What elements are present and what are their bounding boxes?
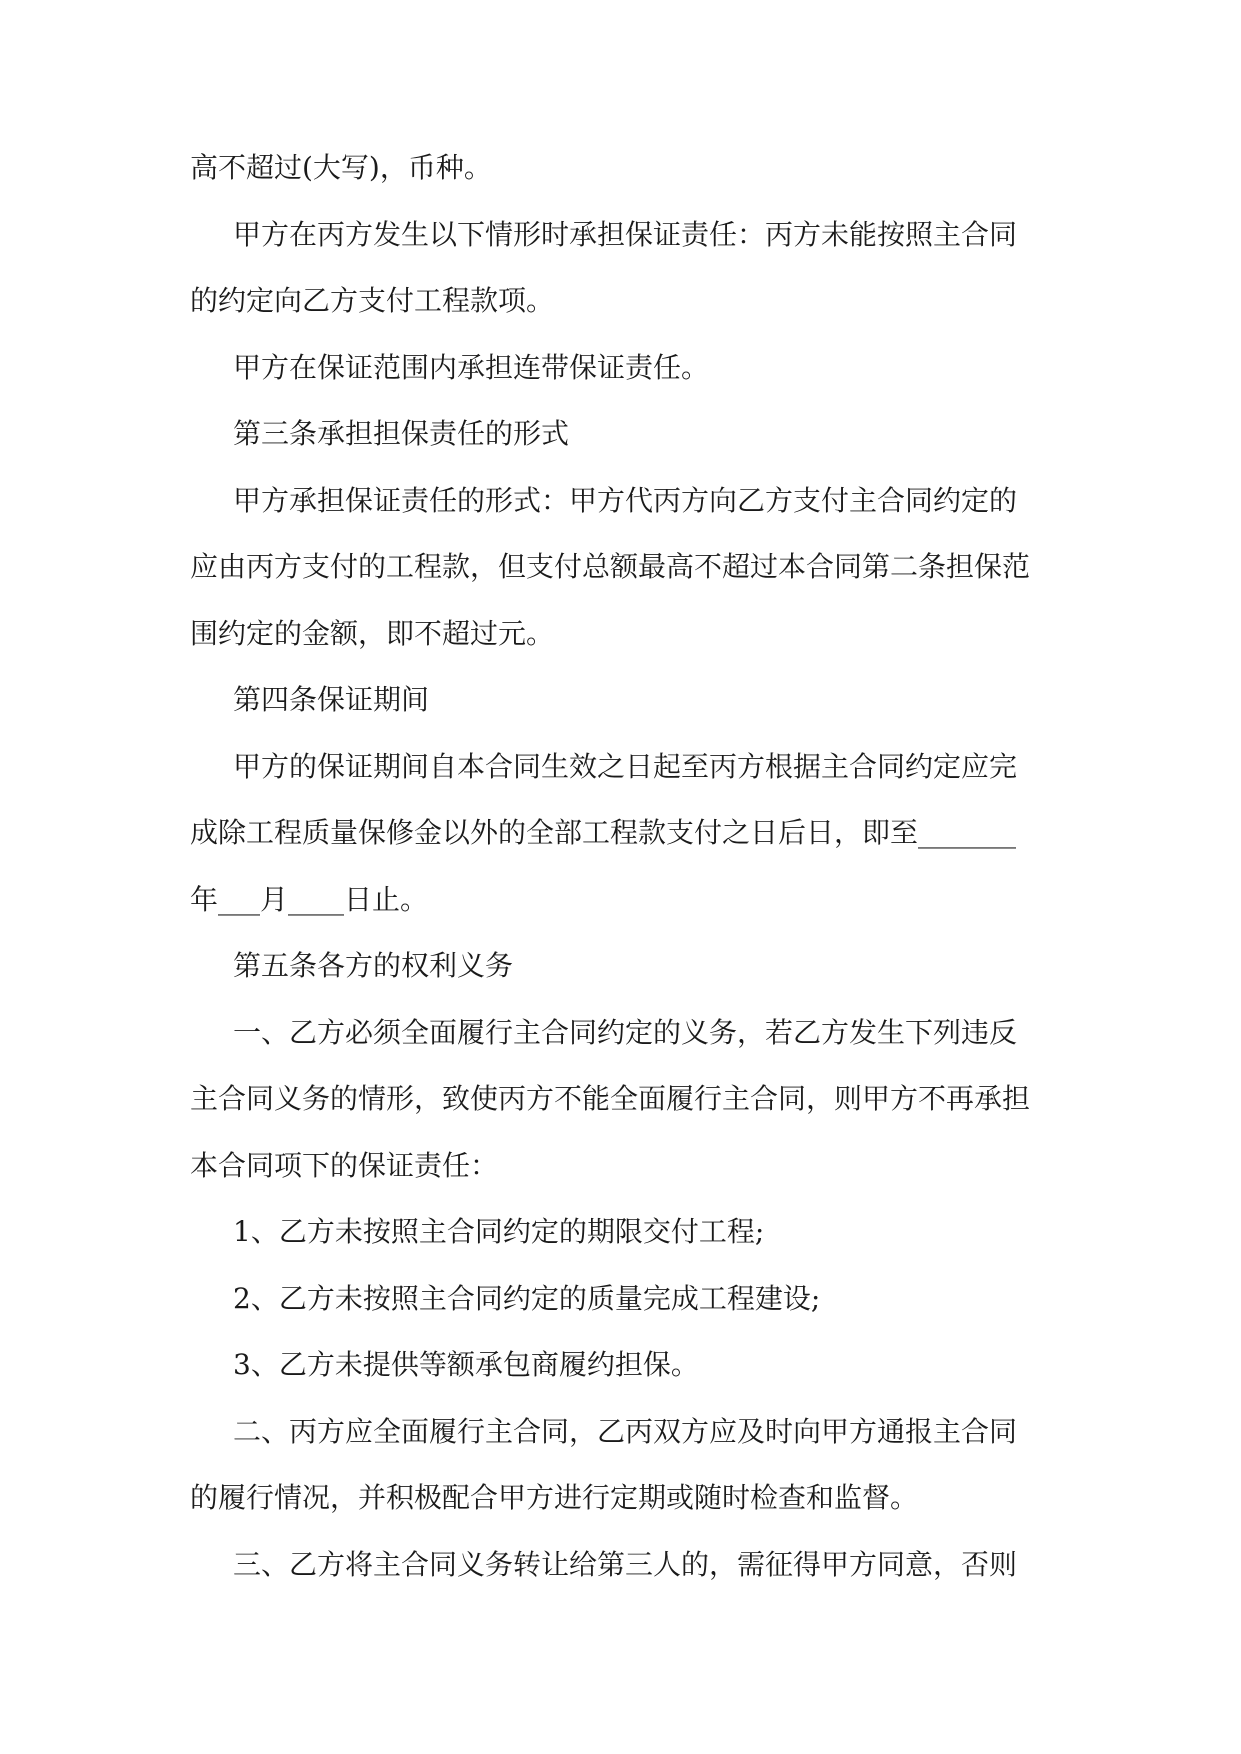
text-line: 甲方承担保证责任的形式：甲方代丙方向乙方支付主合同约定的: [233, 484, 1018, 517]
list-item: 1、乙方未按照主合同约定的期限交付工程;: [233, 1215, 765, 1248]
list-item: 2、乙方未按照主合同约定的质量完成工程建设;: [233, 1282, 821, 1315]
text-line: 的约定向乙方支付工程款项。: [190, 284, 555, 317]
text-line: 甲方的保证期间自本合同生效之日起至丙方根据主合同约定应完: [233, 750, 1018, 783]
section-heading: 第三条承担担保责任的形式: [233, 417, 570, 450]
text-line: 主合同义务的情形，致使丙方不能全面履行主合同，则甲方不再承担: [190, 1082, 1031, 1115]
text-line: 应由丙方支付的工程款，但支付总额最高不超过本合同第二条担保范: [190, 550, 1031, 583]
text-line: 的履行情况，并积极配合甲方进行定期或随时检查和监督。: [190, 1481, 919, 1514]
text-line: 成除工程质量保修金以外的全部工程款支付之日后日，即至_______: [190, 816, 1017, 849]
text-line: 一、乙方必须全面履行主合同约定的义务，若乙方发生下列违反: [233, 1016, 1018, 1049]
text-line: 甲方在丙方发生以下情形时承担保证责任：丙方未能按照主合同: [233, 218, 1018, 251]
text-line: 围约定的金额，即不超过元。: [190, 617, 555, 650]
text-line: 高不超过(大写)，币种。: [190, 151, 492, 184]
text-line: 本合同项下的保证责任：: [190, 1149, 499, 1182]
list-item: 3、乙方未提供等额承包商履约担保。: [233, 1348, 699, 1381]
section-heading: 第五条各方的权利义务: [233, 949, 514, 982]
text-line: 三、乙方将主合同义务转让给第三人的，需征得甲方同意，否则: [233, 1548, 1018, 1581]
section-heading: 第四条保证期间: [233, 683, 430, 716]
text-line: 年___月____日止。: [190, 883, 429, 916]
text-line: 甲方在保证范围内承担连带保证责任。: [233, 351, 710, 384]
text-line: 二、丙方应全面履行主合同，乙丙双方应及时向甲方通报主合同: [233, 1415, 1018, 1448]
